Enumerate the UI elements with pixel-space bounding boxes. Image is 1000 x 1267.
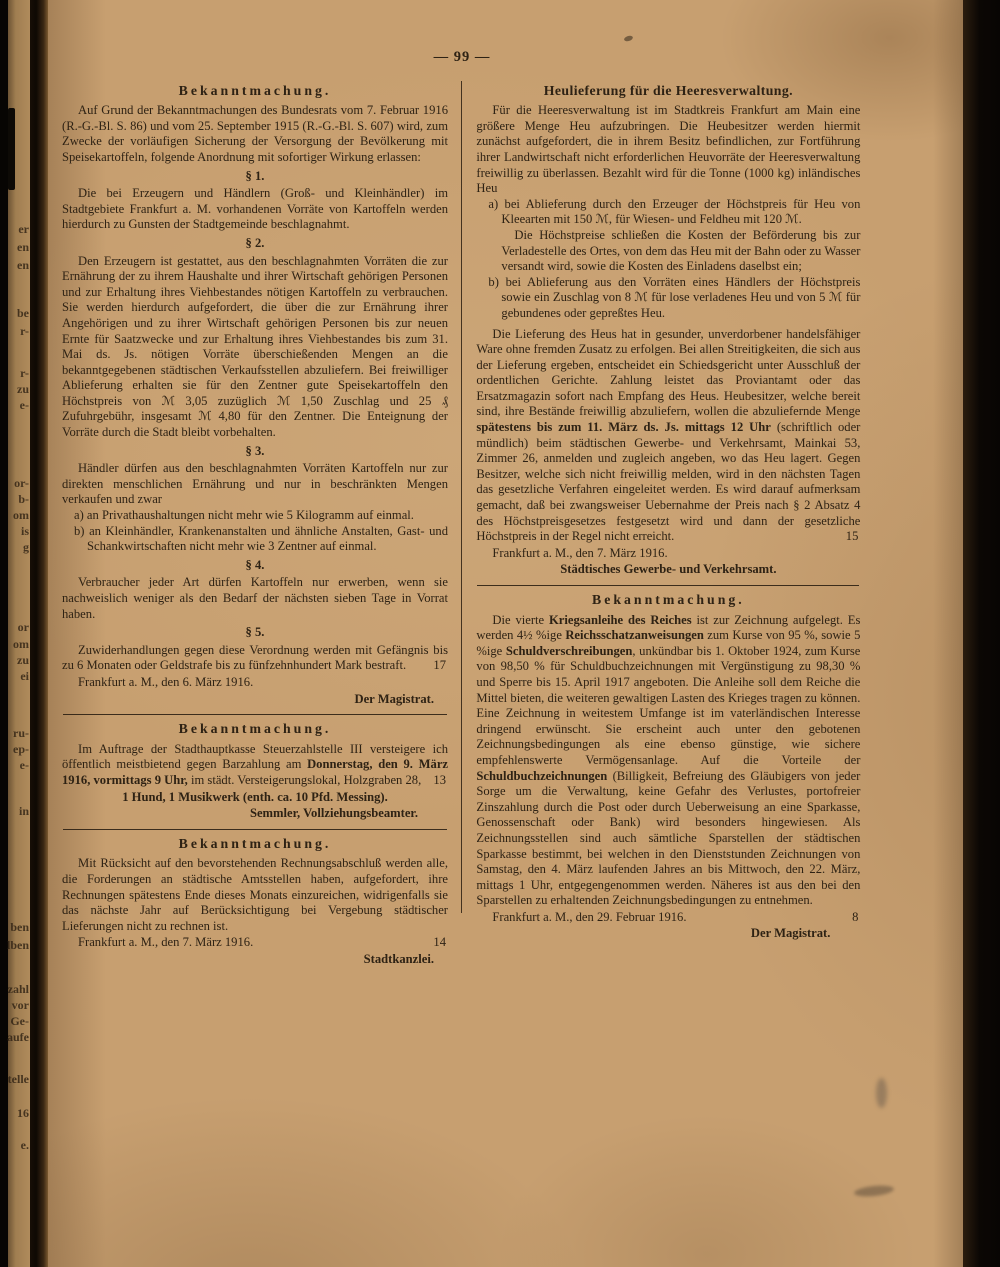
previous-page-text-fragment: vor bbox=[11, 998, 29, 1012]
previous-page-text-fragment: or- bbox=[14, 476, 29, 490]
previous-page-text-fragment: er bbox=[18, 222, 29, 236]
dateline-row bbox=[476, 910, 860, 926]
previous-page-text-fragment: zu bbox=[17, 382, 29, 396]
auction-body-paragraph: Im Auftrage der Stadthauptkasse Steuerzahlstelle III versteigere ich öffentlich meistbietend gegen Barzahlung am Donnerstag, den 9. März 1916, vormittags 9 Uhr, im städt. Versteigerungslokal, Holzgraben 28, bbox=[62, 741, 448, 787]
notice-heading: Bekanntmachung. bbox=[178, 835, 332, 851]
previous-page-text-fragment: ep- bbox=[13, 742, 29, 756]
previous-page-sliver bbox=[8, 0, 30, 1267]
gazette-page bbox=[48, 0, 963, 1267]
previous-page-text-fragment: om bbox=[13, 637, 29, 651]
section-text-4: Verbraucher jeder Art dürfen Kartoffeln nur erwerben, wenn sie nachweislich weniger als den Bedarf der nächsten sieben Tage in Vorrat haben. bbox=[62, 575, 448, 621]
notice-invoices bbox=[62, 836, 448, 968]
signature: Der Magistrat. bbox=[354, 691, 434, 706]
previous-page-text-fragment: zu bbox=[17, 653, 29, 667]
print-ref-number: 14 bbox=[433, 935, 446, 950]
section-title-1: § 1. bbox=[245, 168, 265, 183]
dateline: Frankfurt a. M., den 29. Februar 1916. bbox=[492, 909, 687, 924]
previous-page-text-fragment: b- bbox=[18, 492, 29, 506]
previous-page-text-fragment: or bbox=[17, 620, 29, 634]
previous-page-text-fragment: ei bbox=[20, 669, 29, 683]
notice-heading: Bekanntmachung. bbox=[178, 82, 332, 98]
previous-page-text-fragment: en bbox=[17, 258, 29, 272]
section-text-5: Zuwiderhandlungen gegen diese Verordnung werden mit Gefängnis bis zu 6 Monaten oder Geldstrafe bis zu fünfzehnhundert Mark bestraft. bbox=[62, 642, 448, 673]
notice-heading: Heulieferung für die Heeresverwaltung. bbox=[543, 82, 793, 98]
previous-page-text-fragment: e- bbox=[19, 758, 29, 772]
auction-items-line: 1 Hund, 1 Musikwerk (enth. ca. 10 Pfd. Messing). bbox=[122, 789, 388, 804]
previous-page-text-fragment: r- bbox=[20, 324, 29, 338]
binding-gutter bbox=[30, 0, 48, 1267]
prev-page-ink-block bbox=[8, 108, 15, 190]
notice-war-loan bbox=[476, 592, 860, 942]
right-column bbox=[476, 81, 860, 970]
notice-heading: Bekanntmachung. bbox=[592, 592, 745, 607]
hay-body-with-ref bbox=[476, 327, 860, 545]
print-ref-number: 15 bbox=[845, 529, 859, 544]
notice-intro-paragraph: Auf Grund der Bekanntmachungen des Bundesrats vom 7. Februar 1916 (R.-G.-Bl. S. 86) und vom 25. September 1915 (R.-G.-Bl. S. 607) wird, zum Zwecke der vorläufigen Sicherung der Versorgung der Bevölkerung mit Speisekartoffeln, folgende Anordnung mit sofortiger Wirkung erlassen: bbox=[62, 103, 448, 164]
previous-page-text-fragment: in bbox=[18, 804, 29, 818]
article-divider-rule bbox=[477, 585, 859, 586]
previous-page-text-fragment: zahl bbox=[7, 982, 29, 996]
dateline: Frankfurt a. M., den 6. März 1916. bbox=[78, 674, 254, 689]
notice-auction bbox=[62, 721, 448, 822]
article-divider-rule bbox=[63, 829, 447, 830]
previous-page-text-fragment: telle bbox=[7, 1072, 29, 1086]
previous-page-text-fragment: e. bbox=[20, 1138, 29, 1152]
previous-page-text-fragment: Ge- bbox=[10, 1014, 29, 1028]
previous-page-text-fragment: r- bbox=[20, 366, 29, 380]
previous-page-text-fragment: e- bbox=[19, 398, 29, 412]
auction-body-with-ref bbox=[62, 742, 448, 789]
page-number: — 99 — bbox=[433, 49, 491, 65]
section-title-4: § 4. bbox=[245, 557, 265, 572]
previous-page-text-fragment: ben bbox=[10, 920, 29, 934]
print-ref-number: 13 bbox=[433, 772, 446, 787]
war-loan-body-paragraph: Die vierte Kriegsanleihe des Reiches ist zur Zeichnung aufgelegt. Es werden 4½ %ige Reichsschatzanweisungen zum Kurse von 95 %, sowie 5 %ige Schuldverschreibungen, unkündbar bis 1. Oktober 1924, zum Kurse von 98,50 % für Schuldbuchzeichnungen mit Vergünstigung zu 98,30 % und Sperre bis 15. April 1917 angeboten. Die Anleihe soll dem Reiche die Mittel bieten, die weiteren gewaltigen Lasten des Krieges tragen zu können. Eine Zeichnung in weitestem Umfange ist im vaterländischen Interesse dringend erwünscht. Sie erscheint auch unter den gebotenen Zeichnungsbedingungen als eine ebenso günstige, wie sichere empfehlenswerte Vermögensanlage. Auf die Vorteile der Schuldbuchzeichnungen (Billigkeit, Befreiung des Gläubigers von jeder Sorge um die Verwaltung, keine Gefahr des Verlustes, portofreier Zinszahlung durch die Post oder durch Ueberweisung an eine Sparkasse, Genossenschaft oder Bank) wird besonders hingewiesen. Als Zeichnungsstellen sind auch sämtliche Sparstellen der städtischen Sparkasse bestimmt, bei welchen in den Dienststunden Zeichnungen von Samstag, den 4. März laufenden Jahres an bis Mittwoch, den 22. März, mittags 1 Uhr, entgegengenommen werden. Näheres ist aus den bei den Sparstellen zu erhaltenden Zeichnungsbedingungen zu entnehmen. bbox=[476, 612, 861, 908]
scan-dark-edge-right bbox=[963, 0, 1000, 1267]
previous-page-text-fragment: en bbox=[17, 240, 29, 254]
notice-heading: Bekanntmachung. bbox=[178, 721, 332, 737]
print-ref-number: 17 bbox=[433, 658, 446, 673]
left-column bbox=[62, 81, 448, 970]
signature: Städtisches Gewerbe- und Verkehrsamt. bbox=[560, 562, 777, 577]
section-text-3: Händler dürfen aus den beschlagnahmten Vorräten Kartoffeln nur zur direkten menschlichen Ernährung und nur in beschränkten Mengen verkaufen und zwar bbox=[62, 461, 448, 507]
margin-pencil-mark bbox=[854, 1184, 895, 1198]
previous-page-text-fragment: lben bbox=[6, 938, 29, 952]
dateline-row bbox=[62, 935, 448, 951]
previous-page-text-fragment: ru- bbox=[13, 726, 29, 740]
previous-page-text-fragment: aufe bbox=[7, 1030, 29, 1044]
list-item-a: a) bei Ablieferung durch den Erzeuger der Höchstpreis für Heu von Kleearten mit 150 ℳ, für Wiesen- und Feldheu mit 120 ℳ. bbox=[488, 196, 861, 227]
section-title-5: § 5. bbox=[245, 625, 265, 640]
column-divider-rule bbox=[461, 81, 462, 914]
previous-page-text-fragment: be bbox=[17, 306, 29, 320]
print-ref-number: 8 bbox=[852, 909, 859, 924]
signature: Der Magistrat. bbox=[750, 926, 831, 941]
previous-page-text-fragment: is bbox=[20, 524, 29, 538]
section-text-1: Die bei Erzeugern und Händlern (Groß- und Kleinhändler) im Stadtgebiete Frankfurt a. M. vorhandenen Vorräte von Kartoffeln werden hierdurch zu Gunsten der Stadtgemeinde beschlagnahmt. bbox=[62, 186, 448, 232]
notice-potato-requisition bbox=[62, 83, 448, 708]
two-column-layout bbox=[48, 81, 963, 970]
notice-hay-delivery bbox=[476, 83, 860, 578]
list-item-b: b) an Kleinhändler, Krankenanstalten und ähnliche Anstalten, Gast- und Schankwirtschaften nicht mehr wie 3 Zentner auf einmal. bbox=[74, 523, 448, 554]
hay-body-paragraph: Die Lieferung des Heus hat in gesunder, unverdorbener handelsfähiger Ware ohne fremden Zusatz zu erfolgen. Bei allen Streitigkeiten, die sich aus der Lieferung ergeben, entscheidet ein Schiedsgericht unter Ausschluß der ordentlichen Gerichte. Zahlung leistet das Proviantamt oder das Ersatzmagazin sofort nach Empfang des Heus. Heubesitzer, welche bereit sind, ihre Bestände freiwillig abzuliefern, wollen die abzuliefernde Menge spätestens bis zum 11. März ds. Js. mittags 12 Uhr (schriftlich oder mündlich) beim städtischen Gewerbe- und Verkehrsamt, Mainkai 53, Zimmer 26, anmelden und zugleich angeben, wo das Heu lagert. Gegen Besitzer, welche sich nicht freiwillig melden, wird in den nächsten Tagen das gesetzliche Verfahren eingeleitet werden. Es wird darauf aufmerksam gemacht, daß bei zwangsweiser Uebernahme der Preis nach § 2 Absatz 4 des Höchstpreisgesetzes festgesetzt wird und dann der gesetzliche Höchstpreis in der Regel nicht erreicht. bbox=[476, 326, 861, 544]
section-5-with-ref bbox=[62, 643, 448, 674]
margin-smudge bbox=[876, 1078, 887, 1108]
dateline: Frankfurt a. M., den 7. März 1916. bbox=[78, 935, 254, 950]
list-item-b: b) bei Ablieferung aus den Vorräten eines Händlers der Höchstpreis sowie ein Zuschlag von 8 ℳ für lose verladenes Heu und von 5 ℳ für gebundenes oder gepreßtes Heu. bbox=[488, 274, 861, 320]
list-item-a: a) an Privathaushaltungen nicht mehr wie 5 Kilogramm auf einmal. bbox=[74, 508, 414, 523]
invoices-body-paragraph: Mit Rücksicht auf den bevorstehenden Rechnungsabschluß werden alle, die Forderungen an städtische Amtsstellen haben, aufgefordert, ihre Rechnungen spätestens Ende dieses Monats einzureichen, widrigenfalls sie das nächste Jahr auf Berücksichtigung bei Vergebung städtischer Lieferungen nicht zu rechnen ist. bbox=[62, 856, 448, 933]
dateline: Frankfurt a. M., den 7. März 1916. bbox=[492, 545, 668, 560]
section-text-2: Den Erzeugern ist gestattet, aus den beschlagnahmten Vorräten die zur Ernährung der zu ihrem Haushalte und ihrer Wirtschaft gehörigen Personen und zur Erhaltung ihres Viehbestandes nötigen Kartoffeln zu verbrauchen. Sie werden hierdurch aufgefordert, die über die zur Ernährung ihrer Angehörigen und zu ihrer Wirtschaft gehörigen Personen bis zur neuen Ernte für Saatzwecke und zur Erhaltung ihres Viehbestandes bis zum 31. Mai ds. Js. nötigen Vorräte überschießenden Mengen an die bekanntgegebenen städtischen Verkaufsstellen abzuliefern. Bei freiwilliger Ablieferung erhalten sie für den Zentner gute Speisekartoffeln den Höchstpreis von ℳ 3,05 zuzüglich ℳ 1,50 Zuschlag und 25 ₰ Zufuhrgebühr, insgesamt ℳ 4,80 für den Zentner. Die Enteignung der Vorräte durch die Stadt bleibt vorbehalten. bbox=[62, 253, 448, 440]
signature: Stadtkanzlei. bbox=[363, 951, 434, 966]
list-item-a-note: Die Höchstpreise schließen die Kosten der Beförderung bis zur Verladestelle des Ortes, von dem das Heu mit der Bahn oder zu Wasser versandt wird, sowie die Kosten des Einladens daselbst ein; bbox=[501, 227, 861, 274]
previous-page-text-fragment: om bbox=[13, 508, 29, 522]
signature: Semmler, Vollziehungsbeamter. bbox=[249, 806, 418, 821]
article-divider-rule bbox=[63, 714, 447, 715]
hay-intro-paragraph: Für die Heeresverwaltung ist im Stadtkreis Frankfurt am Main eine größere Menge Heu aufzubringen. Die Heubesitzer werden hiermit zunächst aufgefordert, die in ihrem Besitz befindlichen, zur Fortführung ihrer Landwirtschaft nicht erforderlichen Heuvorräte der Heeresverwaltung freiwillig zu überlassen. Bezahlt wird für die Tonne (1000 kg) inländisches Heu bbox=[476, 103, 861, 196]
section-title-3: § 3. bbox=[245, 443, 265, 458]
previous-page-text-fragment: 16 bbox=[17, 1106, 29, 1120]
section-title-2: § 2. bbox=[245, 235, 265, 250]
previous-page-text-fragment: g bbox=[23, 540, 29, 554]
